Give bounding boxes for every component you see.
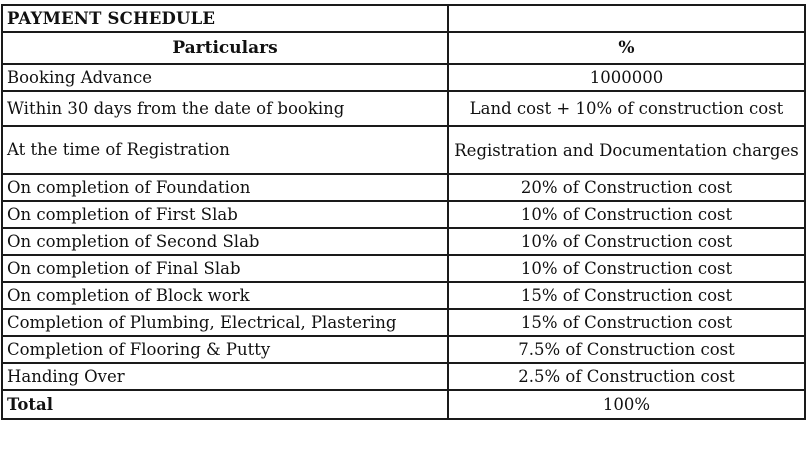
row-value: 15% of Construction cost: [448, 282, 805, 309]
row-particular: Booking Advance: [2, 64, 448, 91]
total-value: 100%: [448, 390, 805, 419]
row-particular: On completion of Second Slab: [2, 228, 448, 255]
row-value: 7.5% of Construction cost: [448, 336, 805, 363]
table-row: [2, 91, 805, 126]
row-value: 2.5% of Construction cost: [448, 363, 805, 390]
table-row: [2, 228, 805, 255]
payment-schedule-table: [1, 4, 806, 420]
row-particular: On completion of First Slab: [2, 201, 448, 228]
table-row: [2, 126, 805, 174]
table-row: [2, 255, 805, 282]
header-percent: %: [448, 32, 805, 64]
table-row: [2, 174, 805, 201]
row-value: Land cost + 10% of construction cost: [448, 91, 805, 126]
title-row: [2, 5, 805, 32]
row-particular: Completion of Flooring & Putty: [2, 336, 448, 363]
row-value: Registration and Documentation charges: [448, 126, 805, 174]
total-label: Total: [2, 390, 448, 419]
row-value: 10% of Construction cost: [448, 201, 805, 228]
table-row: [2, 363, 805, 390]
row-value: 10% of Construction cost: [448, 255, 805, 282]
row-particular: On completion of Foundation: [2, 174, 448, 201]
table-row: [2, 336, 805, 363]
total-row: [2, 390, 805, 419]
title-empty-cell: [448, 5, 805, 32]
table-row: [2, 64, 805, 91]
row-value: 10% of Construction cost: [448, 228, 805, 255]
row-value: 20% of Construction cost: [448, 174, 805, 201]
row-value: 1000000: [448, 64, 805, 91]
table-row: [2, 282, 805, 309]
row-particular: Within 30 days from the date of booking: [2, 91, 448, 126]
row-particular: Handing Over: [2, 363, 448, 390]
row-value: 15% of Construction cost: [448, 309, 805, 336]
row-particular: Completion of Plumbing, Electrical, Plastering: [2, 309, 448, 336]
row-particular: At the time of Registration: [2, 126, 448, 174]
row-particular: On completion of Final Slab: [2, 255, 448, 282]
row-particular: On completion of Block work: [2, 282, 448, 309]
table-row: [2, 201, 805, 228]
table-title: PAYMENT SCHEDULE: [2, 5, 448, 32]
header-row: [2, 32, 805, 64]
table-row: [2, 309, 805, 336]
header-particulars: Particulars: [2, 32, 448, 64]
